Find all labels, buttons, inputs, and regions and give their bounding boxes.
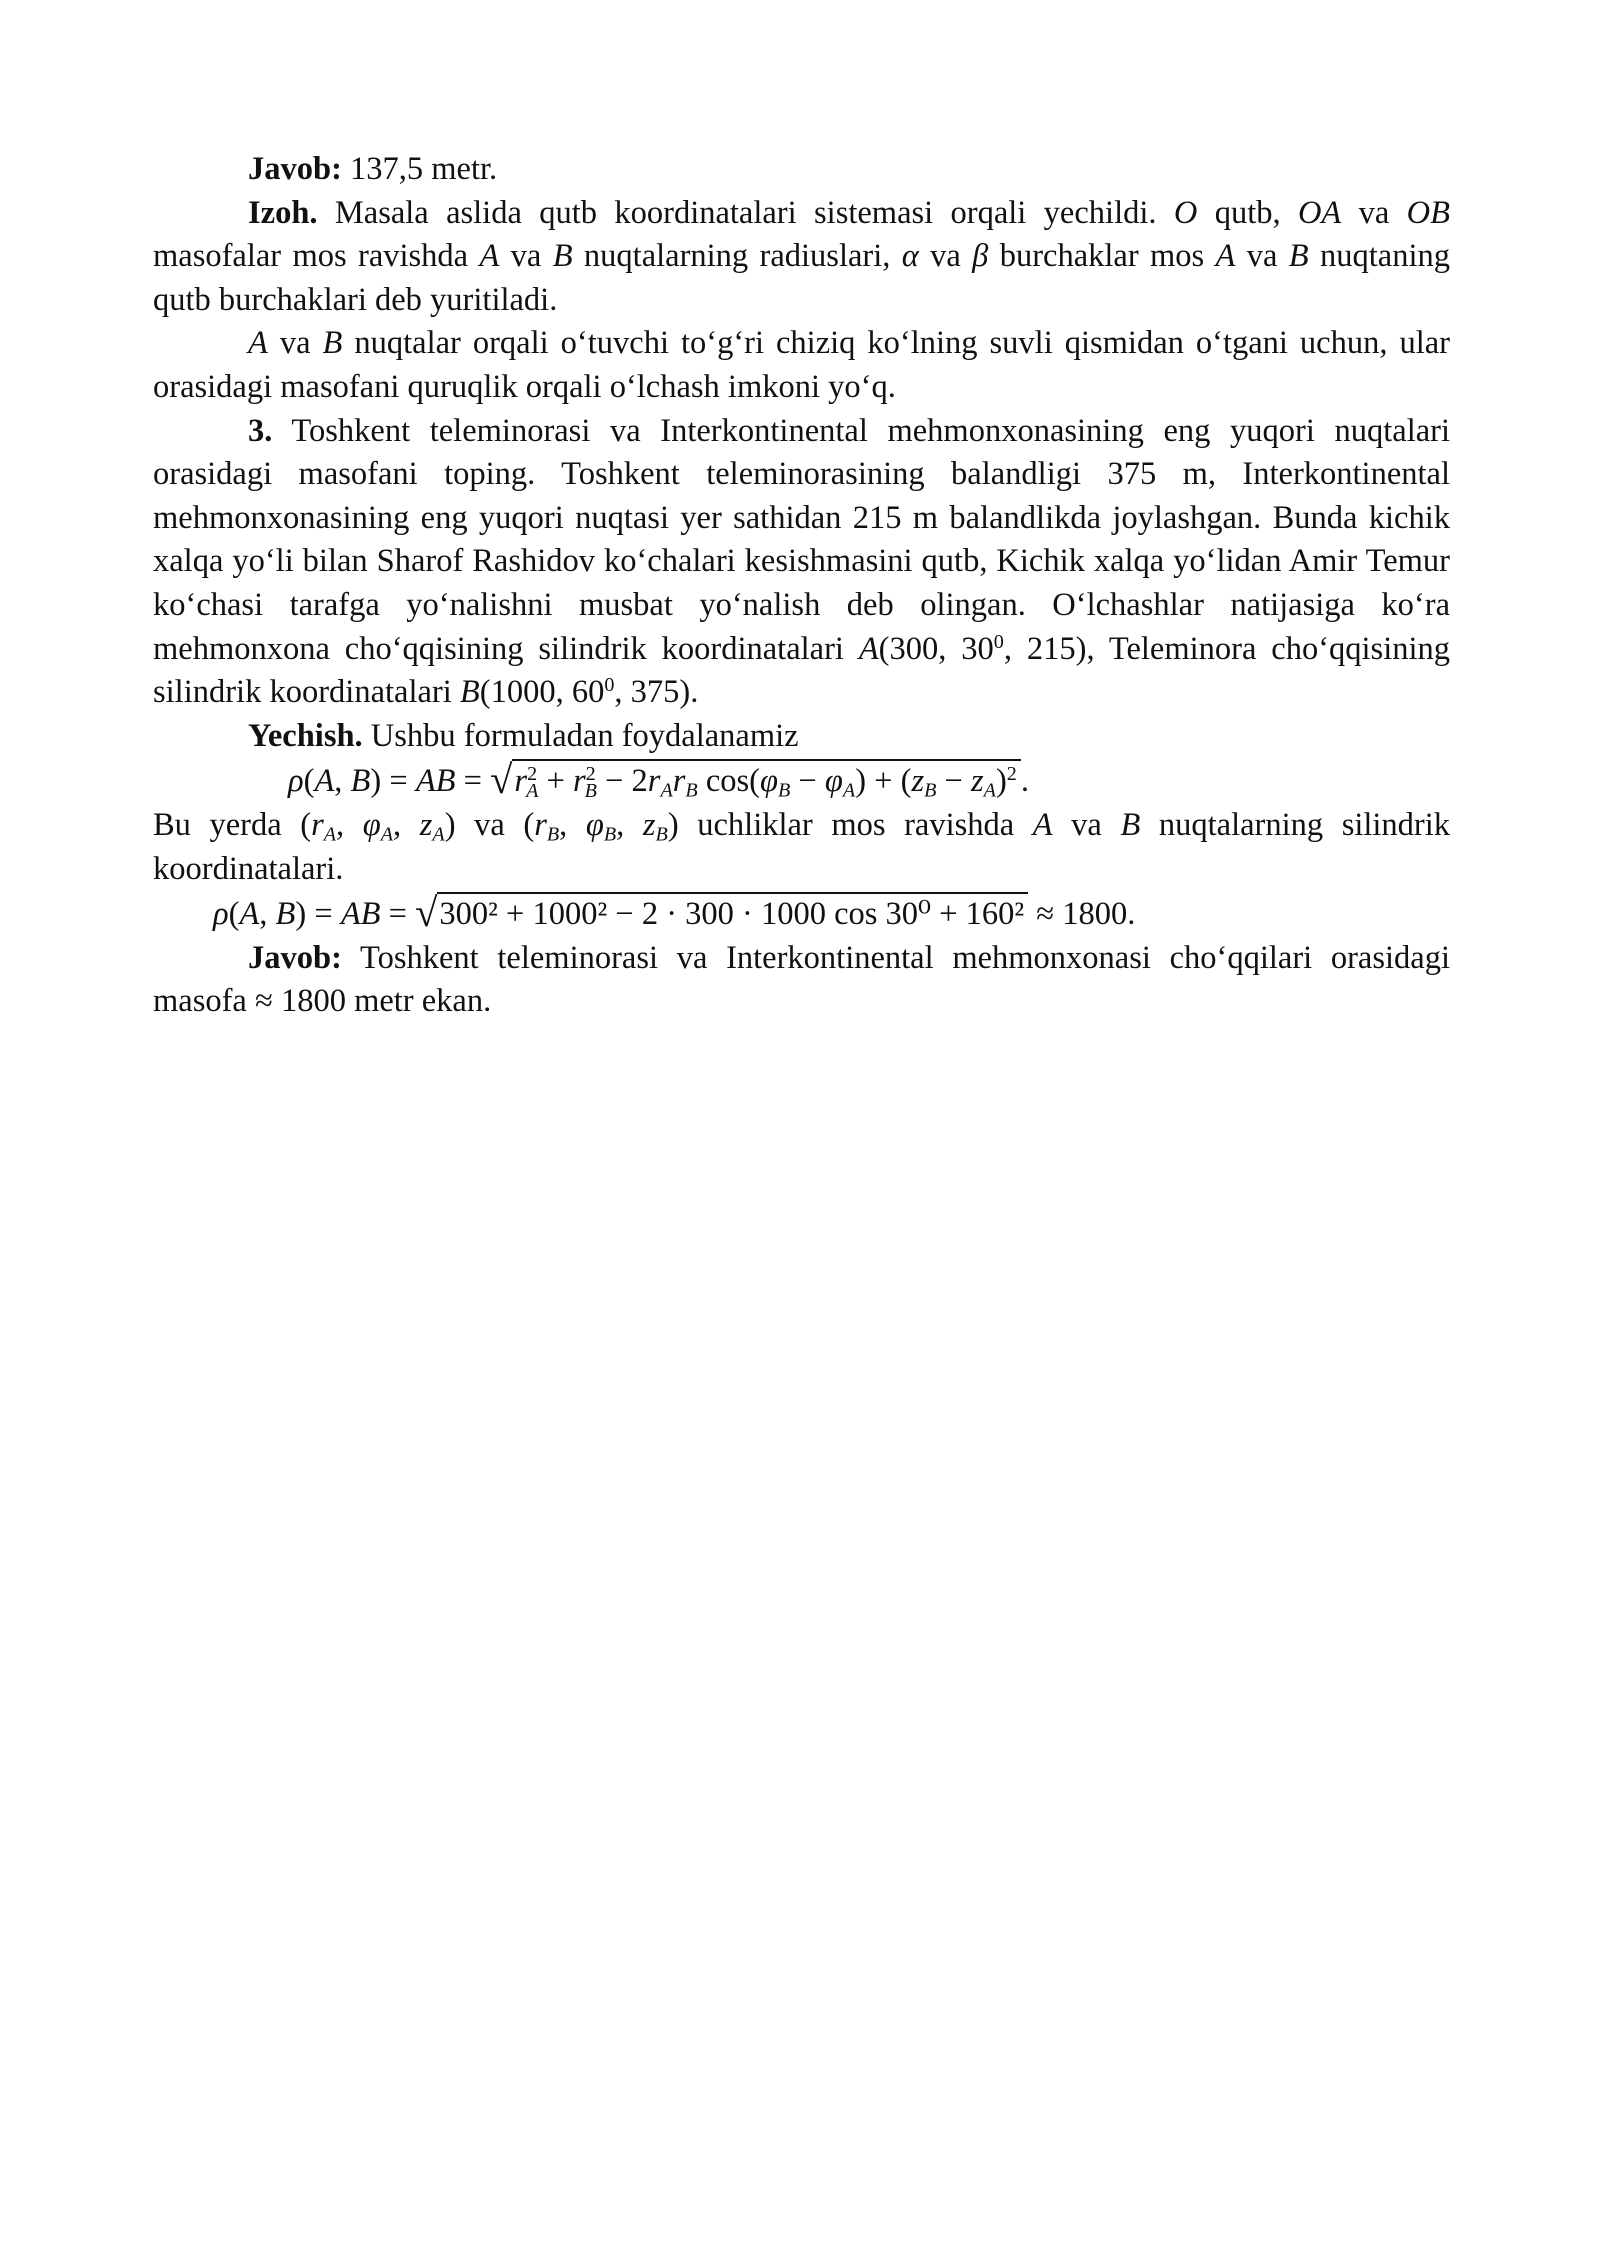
note-text: masofalar mos ravishda: [153, 238, 480, 275]
coord-a-end: , 215): [1003, 630, 1087, 667]
answer-label: Javob:: [248, 151, 342, 187]
text-fragment: va: [455, 806, 524, 843]
solution-text: Ushbu formuladan foydalanamiz: [362, 717, 799, 754]
numeric-computation: ρ(A, B) = AB = √300² + 1000² − 2 · 300 · 1000 cos 30⁰ + 160² ≈ 1800.: [213, 890, 1136, 936]
answer-text: Toshkent teleminorasi va Interkontinental mehmonxonasi cho‘qqilari orasidagi masofa ≈: [153, 939, 1450, 1020]
coord-a: (300, 30: [878, 630, 994, 667]
problem-text: Toshkent teleminorasi va Interkontinental mehmonxonasining eng yuqori nuqtalari orasidagi masofani toping. Toshkent teleminorasining balandligi 375 m, Interkontinental mehmonxonasining eng yuqori nuqtasi yer sathidan 215 m balandlikda joylashgan. Bunda kichik xalqa yo‘li bilan Sharof Rashidov ko‘chalari kesishmasini qutb, Kichik xalqa yo‘lidan Amir Temur ko‘chasi tarafga yo‘nalishni musbat yo‘nalish deb olingan. O‘lchashlar natijasiga ko‘ra mehmonxona cho‘qqisining silindrik koordinatalari: [153, 412, 1450, 667]
note-label: Izoh.: [248, 194, 318, 231]
text-fragment: nuqtalarning silindrik koordinatalari.: [153, 806, 1451, 887]
solution-label: Yechish.: [248, 717, 363, 754]
coord-b: (1000, 60: [479, 674, 605, 711]
note-text: nuqtaning qutb burchaklari deb yuritiladi.: [153, 238, 1450, 318]
text-fragment: nuqtalar orqali o‘tuvchi to‘g‘ri chiziq ko‘lning suvli qismidan o‘tgani uchun, ular orasidagi masofani quruqlik orqali o‘lchash imkoni yo‘q.: [153, 325, 1450, 405]
answer-paragraph-2: [153, 937, 1450, 1024]
note-text: va: [1341, 194, 1407, 231]
distance-formula: ρ(A, B) = AB = $√r^2_A + r^2_B - 2r_Ar_B$ $\cos(\varphi_B - \varphi_A) + (z_B - z_A)^2$ .: [288, 757, 1029, 803]
answer-text: 137,5 metr.: [341, 151, 498, 187]
coordinates-explanation: Bu yerda ($r_A$, $\varphi_A$, $z_A$) va ($r_B$, $\varphi_B$, $z_B$) uchliklar mos ravishda A va B nuqtalarning silindrik koordinatalari.: [153, 806, 1451, 887]
answer-text: metr ekan.: [345, 983, 492, 1020]
problem-number: 3.: [248, 412, 273, 449]
problem-text: , Teleminora cho‘qqisining silindrik koordinatalari: [153, 630, 1450, 711]
problem-3-paragraph: 3. Toshkent teleminorasi va Interkontinental mehmonxonasining eng yuqori nuqtalari orasidagi masofani toping. Toshkent teleminorasining balandligi 375 m, Interkontinental mehmonxonasining eng yuqori nuqtasi yer sathidan 215 m balandlikda joylashgan. Bunda kichik xalqa yo‘li bilan Sharof Rashidov ko‘chalari kesishmasini qutb, Kichik xalqa yo‘lidan Amir Temur ko‘chasi tarafga yo‘nalishni musbat yo‘nalish deb olingan. O‘lchashlar natijasiga ko‘ra mehmonxona cho‘qqisining silindrik koordinatalari A(300, $30^0$, 215), Teleminora cho‘qqisining silindrik koordinatalari B(1000, $60^0$, 375).: [153, 412, 1450, 711]
computation-expression: 300² + 1000² − 2 · 300 · 1000 cos 30⁰ + 160²: [437, 892, 1028, 934]
note-paragraph: Izoh. Masala aslida qutb koordinatalari sistemasi orqali yechildi. O qutb, OA va OB masofalar mos ravishda A va B nuqtalarning radiuslari, α va β burchaklar mos A va B nuqtaning qutb burchaklari deb yuritiladi.: [153, 194, 1450, 318]
computation-result: ≈ 1800.: [1028, 896, 1136, 933]
text-fragment: .: [690, 674, 699, 711]
text-fragment: Bu yerda: [153, 806, 301, 843]
solution-paragraph: [153, 715, 1450, 759]
note-text: qutb,: [1197, 194, 1298, 231]
answer-paragraph-1: [153, 148, 1450, 192]
note-paragraph-2: A va B nuqtalar orqali o‘tuvchi to‘g‘ri chiziq ko‘lning suvli qismidan o‘tgani uchun, ular orasidagi masofani quruqlik orqali o‘lchash imkoni yo‘q.: [153, 325, 1450, 405]
answer-label: Javob:: [248, 939, 342, 976]
answer-value: 1800: [280, 983, 346, 1020]
text-fragment: uchliklar mos ravishda: [678, 806, 1033, 843]
note-text: burchaklar mos: [988, 238, 1216, 275]
note-text: va: [918, 238, 973, 275]
note-text: va: [1235, 238, 1289, 275]
note-text: nuqtalarning radiuslari,: [572, 238, 902, 275]
coord-b-end: , 375): [614, 674, 691, 711]
document-page: [153, 148, 1450, 1024]
note-text: Masala aslida qutb koordinatalari sistemasi orqali yechildi.: [317, 194, 1174, 231]
note-text: va: [499, 238, 553, 275]
text-fragment: va: [267, 325, 323, 362]
text-fragment: va: [1052, 806, 1121, 843]
